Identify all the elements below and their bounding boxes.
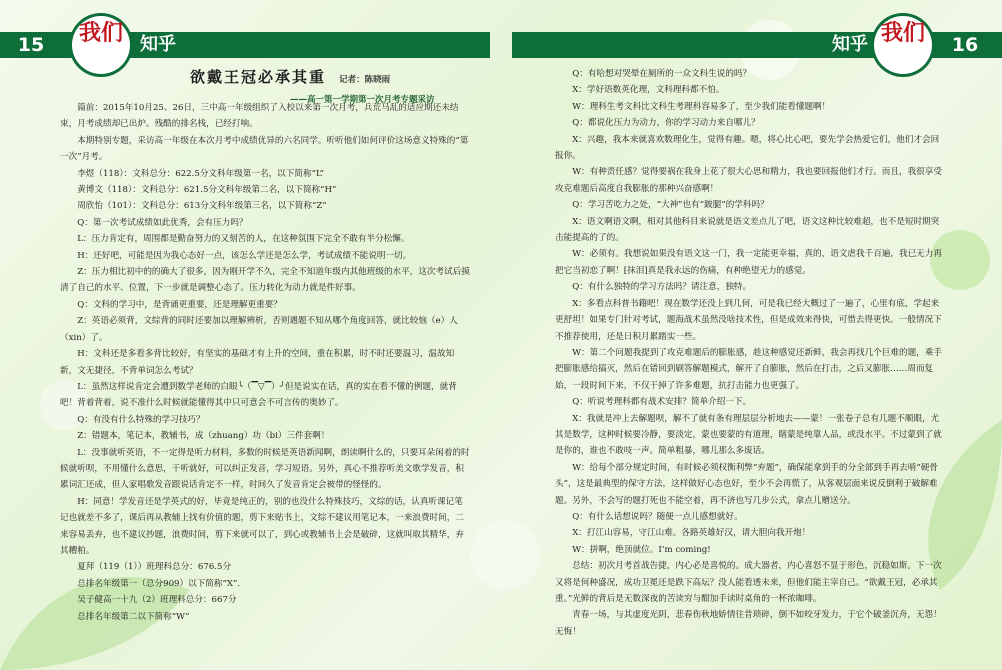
paragraph: W：拼啊，绝顶就位。I’m coming!	[572, 544, 711, 555]
paragraph: 本期特别专题，采访高一年级在本次月考中成绩优异的六名同学。听听他们如何评价这场意义特殊的“第一次”月考。	[60, 135, 469, 163]
paragraph: Q：听说考理科都有战术安排？简单介绍一下。	[572, 397, 752, 408]
paragraph: W：必须有。我想说如果没有语文这一门，我一定能更幸福，真的，语文虐我千百遍，我已无力再把它当初恋了啊！[抹泪]真是我永远的伤痛，有种绝望无力的感觉。	[555, 249, 942, 276]
paragraph: X：学好语数英化理，文科理科都不怕。	[572, 85, 725, 96]
paragraph: 周欣怡（101）：文科总分：613分文科年级第三名，以下简称“Z”	[77, 201, 327, 212]
paragraph: L：压力肯定有，周围都是勤奋努力的又刻苦的人，在这种氛围下完全不敢有半分松懈。	[77, 234, 410, 245]
section-label-right: 知乎	[832, 34, 868, 55]
paragraph: 篇前：2015年10月25、26日，三中高一年级组织了入校以来第一次月考，兵荒马乱的适应期还未结束，月考成绩却已出炉。残酷的排名栈，已经打响。	[60, 103, 459, 130]
paragraph: Q：第一次考试成绩如此优秀，会有压力吗？	[77, 217, 248, 228]
paragraph: 青春一场，与其虚度光阴，悲春伤秋地娇情往昔琐碎，倒不如咬牙发力，于它个破釜沉舟，无怨！无悔！	[555, 610, 942, 637]
paragraph: Q：有什么独特的学习方法吗？请注意，独特。	[572, 282, 752, 293]
calligraphy-badge-right: 我们	[874, 16, 932, 74]
paragraph: L：没事就听英语，不一定得是听力材料，多数的时候是英语新闻啊，朗读啊什么的，只要耳朵闲着的时候就听呗，不用懂什么意思，干听就好，可以纠正发音，学习短语。另外，真心不推荐听美文歌学发音，积累词汇还成，但人家唱歌发音跟说话肯定不一样，时间久了发音肯定会被带的怪怪的。	[60, 447, 470, 491]
paragraph: W：给每个部分规定时间，有时候必须权衡利弊“弃题”，确保能拿到手的分全部到手再去啃“硬骨头”，这是最典型的保守方法，这样做好心态也好，至少不会再慌了，从客观层面来说反倒利于破解难题。另外，不会写的题打死也不能空着，再不济也写几步公式，拿点儿赠送分。	[555, 462, 938, 506]
paragraph: H：文科还是多看多背比较好，有坚实的基础才有上升的空间，重在积累，时不时还要温习，温故知新，文无捷径，不背单词怎么考试？	[60, 349, 455, 376]
page-number-right: 16	[940, 32, 990, 58]
paragraph: H：同意！学发音还是学英式的好，毕竟是纯正的，别的也没什么特殊技巧，文综的话，认真听课记笔记也就差不多了，课后再从教辅上找有价值的题，剪下来贴书上，文综不建议用笔记本，一来浪费时间，二来容易丢弃，也不建议抄题，浪费时间，剪下来就可以了，到心或教辅书上会是破碎，这就叫取其精华，弃其糟粕。	[60, 496, 464, 556]
page-number-left: 15	[6, 32, 56, 58]
paragraph: X：语文啊语文啊，相对其他科目来说就是语文差点儿了吧，语文这种比较难超，也不是短时期突击能提高的了的。	[555, 216, 940, 244]
section-label-left: 知乎	[140, 34, 176, 55]
paragraph: W：有种责任感？觉得要祸在我身上花了很大心思和精力，我也要回报他们才行。而且，我很享受攻克难题后高度自我膨胀的那种兴奋感啊！	[555, 167, 942, 194]
paragraph: 总排名年级第二以下简称“W”	[77, 611, 190, 622]
paragraph: 黄博文（118）：文科总分：621.5分文科年级第二名，以下简称“H”	[77, 185, 337, 196]
right-text-column	[555, 66, 945, 666]
paragraph: H：还好吧，可能是因为我心态好一点，该怎么学还是怎么学，考试成绩不能说明一切。	[77, 250, 412, 261]
paragraph: Q：学习苦吃力之处，“大神”也有“跛腿”的学科吗？	[572, 200, 769, 211]
article-title: 欲戴王冠必承其重	[190, 68, 327, 86]
paragraph: X：我就是冲上去解题呗，解不了就有条有理层层分析地去——蒙！一张卷子总有几题不顺眼，尤其是数学，这种时候要冷静，要淡定，蒙也要蒙的有道理，瞎蒙是纯靠人品，或没水平。不过蒙到了就是你的，谁也不敢吱一声。简单粗暴，哪儿那么多废话。	[555, 413, 942, 457]
paragraph: Z：压力相比初中的的确大了很多，因为刚开学不久，完全不知道年级内其他班级的水平，这次考试后摸清了自己的水平、位置，下一步就是调整心态了。压力转化为动力就是件好事。	[60, 267, 470, 294]
calligraphy-badge-left: 我们	[72, 16, 130, 74]
paragraph: Q：都说化压力为动力，你的学习动力来自哪儿？	[572, 118, 760, 129]
paragraph: 总排名年级第一（总分909）以下简称“X”.	[77, 578, 241, 589]
bg-bubble	[470, 520, 540, 590]
paragraph: 吴子健高一十九（2）班理科总分：667分	[77, 595, 237, 606]
paragraph: Z：英语必须背，文综背的同时还要加以理解辨析，否则遇题不知从哪个角度回答，就比较恼（e）人（xin）了。	[60, 316, 458, 343]
paragraph: W：理科生考文科比文科生考理科容易多了，至少我们能看懂题啊！	[572, 101, 831, 112]
paragraph: L：虽然这样说肯定会遭到数学老师的白眼╰（▔▽▔）╯但是说实在话，真的实在看不懂的例题，就背吧！背着背着，说不准什么时候就能懂得其中只可意会不可言传的奥妙了。	[60, 381, 457, 409]
paragraph: 李煜（118）：文科总分：622.5分文科年级第一名，以下简称“L”	[77, 168, 324, 179]
paragraph: Z：错题本，笔记本，教辅书，成（zhuang）功（bi）三件套啊！	[77, 431, 330, 442]
paragraph: W：第二个问题我提到了攻克难题后的膨胀感，趁这种感觉还新鲜，我会再找几个巨难的题，乘手把膨胀感给搞灭，然后在错回到刷答解题模式，解开了自膨胀，然后在打击，之后又膨胀……周而复始，一段时间下来，不仅干掉了许多难题，抗打击能力也更强了。	[555, 347, 942, 391]
paragraph: Q：有没有什么特殊的学习技巧？	[77, 414, 205, 425]
paragraph: X：兴趣，我本来就喜欢数理化生，觉得有趣。嗯，将心比心吧，要先学会热爱它们，他们才会回报你。	[555, 134, 940, 162]
paragraph: Q：文科的学习中，是背诵更重要，还是理解更重要？	[77, 299, 282, 310]
paragraph: Q：有哈想对哭晕在厕所的一众文科生说的吗？	[572, 69, 752, 79]
paragraph: 总结：初次月考首战告捷，内心必是喜悦的。成大器者，内心喜怒不显于形色，沉稳如斯。下一次又将是何种盛况，成功卫冕还是跌下高坛？没人能看透未来，但他们能主宰自己。“欲戴王冠，必承其重。”光鲜的背后是无数深夜的苦读穷与酣加手读时桌角的一杯浓咖啡。	[555, 561, 942, 604]
paragraph: X：多看点科普书籍吧！现在数学还没上到几何，可是我已经大概过了一遍了，心里有底，学起来更舒坦！如果专门针对考试，题海战术虽然没啥技术性，但是成效来得快，可惜去得更快。一般情况下不推荐使用，还是日积月累踏实一些。	[555, 298, 942, 342]
paragraph: Q：有什么话想说吗？随便一点儿感想就好。	[572, 511, 743, 522]
article-author: 记者：陈晓雨	[339, 75, 391, 85]
article-subtitle: ——高一第一学期第一次月考专题采访	[290, 95, 435, 105]
paragraph: X：打江山容易，守江山难。各路英雄好汉，请大胆向我开炮！	[572, 528, 811, 539]
left-text-column	[60, 100, 470, 665]
paragraph: 夏拜（119（1））班理科总分：676.5分	[77, 562, 232, 573]
